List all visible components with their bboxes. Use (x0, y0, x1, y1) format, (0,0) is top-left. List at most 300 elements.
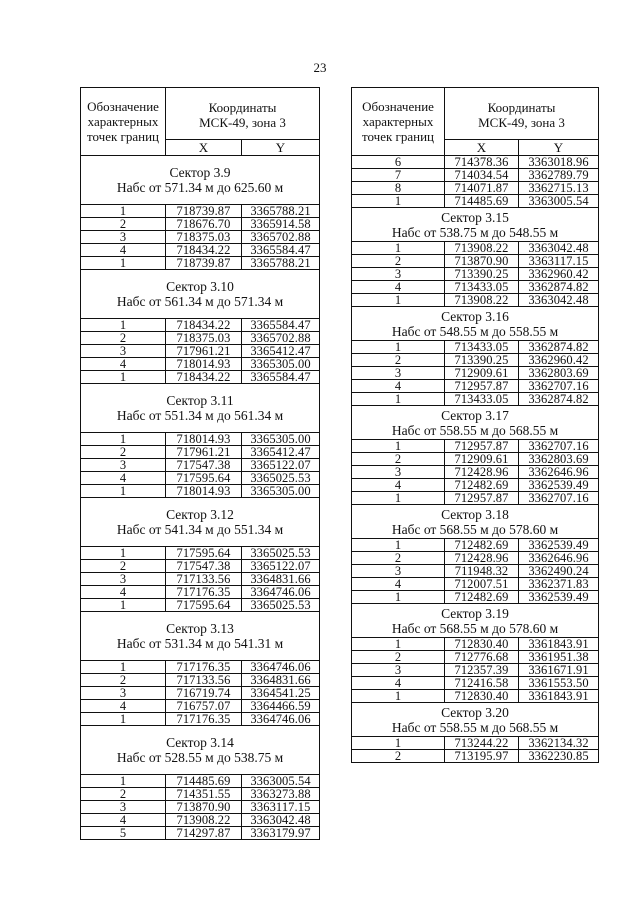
point-number: 3 (81, 801, 166, 814)
point-number: 1 (352, 393, 445, 406)
point-number: 4 (81, 358, 166, 371)
table-row (352, 690, 599, 703)
sector-height-range: Набс от 561.34 м до 571.34 м (116, 294, 284, 309)
y-coordinate: 3361843.91 (519, 690, 599, 703)
point-number: 2 (352, 453, 445, 466)
table-row (81, 599, 320, 612)
x-coordinate: 713433.05 (445, 341, 519, 354)
x-coordinate: 713390.25 (445, 354, 519, 367)
x-coordinate: 717176.35 (166, 586, 242, 599)
point-number: 2 (81, 218, 166, 231)
x-coordinate: 718739.87 (166, 205, 242, 218)
table-row (81, 345, 320, 358)
coordinates-system: МСК-49, зона 3 (199, 114, 286, 130)
point-number: 1 (81, 713, 166, 726)
point-number: 4 (81, 700, 166, 713)
y-coordinate: 3362230.85 (519, 750, 599, 763)
table-row (352, 182, 599, 195)
sector-name: Сектор 3.14 (166, 735, 234, 750)
x-coordinate: 717133.56 (166, 573, 242, 586)
sector-header (352, 406, 599, 440)
table-row (81, 788, 320, 801)
y-coordinate: 3361951.38 (519, 651, 599, 664)
x-coordinate: 713195.97 (445, 750, 519, 763)
y-coordinate: 3365584.47 (242, 244, 320, 257)
table-row (352, 169, 599, 182)
point-number: 1 (352, 591, 445, 604)
y-coordinate: 3362707.16 (519, 440, 599, 453)
table-row (81, 446, 320, 459)
x-coordinate: 718434.22 (166, 319, 242, 332)
table-row (352, 242, 599, 255)
sector-header (81, 498, 320, 547)
x-coordinate: 718434.22 (166, 244, 242, 257)
sector-header-row (352, 604, 599, 638)
sector-header-row (81, 384, 320, 433)
y-coordinate: 3365412.47 (242, 345, 320, 358)
sector-header (352, 505, 599, 539)
point-number: 1 (81, 547, 166, 560)
table-row (352, 281, 599, 294)
y-coordinate: 3362371.83 (519, 578, 599, 591)
x-coordinate: 712957.87 (445, 440, 519, 453)
x-coordinate: 713870.90 (166, 801, 242, 814)
point-number: 2 (81, 332, 166, 345)
x-coordinate: 713908.22 (166, 814, 242, 827)
x-coordinate: 712957.87 (445, 380, 519, 393)
x-coordinate: 718434.22 (166, 371, 242, 384)
point-number: 2 (352, 750, 445, 763)
sector-header (352, 604, 599, 638)
point-number: 1 (81, 661, 166, 674)
point-number: 5 (81, 827, 166, 840)
x-coordinate: 714485.69 (166, 775, 242, 788)
table-row (81, 218, 320, 231)
x-coordinate: 714378.36 (445, 156, 519, 169)
x-coordinate: 712007.51 (445, 578, 519, 591)
x-coordinate: 713870.90 (445, 255, 519, 268)
y-coordinate: 3363042.48 (519, 294, 599, 307)
table-row (81, 560, 320, 573)
x-coordinate: 712428.96 (445, 466, 519, 479)
table-row (81, 205, 320, 218)
x-coordinate: 712416.58 (445, 677, 519, 690)
table-row (352, 651, 599, 664)
sector-header (81, 726, 320, 775)
sector-header (352, 307, 599, 341)
x-coordinate: 712357.39 (445, 664, 519, 677)
coordinates-title: Координаты (487, 99, 556, 115)
table-row (352, 195, 599, 208)
point-number: 1 (81, 599, 166, 612)
sector-header-row (352, 208, 599, 242)
point-number: 4 (352, 479, 445, 492)
sector-height-range: Набс от 568.55 м до 578.60 м (391, 620, 559, 636)
y-coordinate: 3365305.00 (242, 358, 320, 371)
y-coordinate: 3365305.00 (242, 433, 320, 446)
sector-name: Сектор 3.19 (441, 605, 509, 621)
y-coordinate: 3362874.82 (519, 281, 599, 294)
x-coordinate: 712482.69 (445, 539, 519, 552)
x-coordinate: 718739.87 (166, 257, 242, 270)
y-coordinate: 3363273.88 (242, 788, 320, 801)
x-coordinate: 712909.61 (445, 367, 519, 380)
y-coordinate: 3364466.59 (242, 700, 320, 713)
table-row (352, 677, 599, 690)
point-number: 7 (352, 169, 445, 182)
point-number: 1 (81, 371, 166, 384)
y-coordinate: 3364746.06 (242, 661, 320, 674)
y-coordinate: 3362874.82 (519, 393, 599, 406)
y-coordinate: 3362789.79 (519, 169, 599, 182)
x-header: X (166, 140, 242, 156)
right-table-body (352, 156, 599, 763)
point-number: 2 (352, 552, 445, 565)
point-designation-header: Обозначение характерных точек границ (352, 88, 445, 156)
x-coordinate: 712428.96 (445, 552, 519, 565)
y-coordinate: 3365788.21 (242, 205, 320, 218)
x-coordinate: 712909.61 (445, 453, 519, 466)
table-row (352, 578, 599, 591)
point-number: 3 (352, 565, 445, 578)
sector-height-range: Набс от 551.34 м до 561.34 м (116, 408, 284, 423)
sector-name: Сектор 3.10 (166, 279, 234, 294)
point-number: 3 (81, 573, 166, 586)
point-number: 6 (352, 156, 445, 169)
sector-header (81, 156, 320, 205)
point-number: 1 (352, 492, 445, 505)
x-coordinate: 717547.38 (166, 459, 242, 472)
x-coordinate: 714485.69 (445, 195, 519, 208)
point-number: 2 (352, 651, 445, 664)
x-coordinate: 717595.64 (166, 599, 242, 612)
y-coordinate: 3362646.96 (519, 552, 599, 565)
point-number: 1 (352, 737, 445, 750)
sector-height-range: Набс от 558.55 м до 568.55 м (391, 422, 559, 438)
point-number: 3 (81, 345, 166, 358)
sector-name: Сектор 3.16 (441, 308, 509, 324)
y-coordinate: 3365584.47 (242, 319, 320, 332)
point-number: 2 (352, 354, 445, 367)
x-coordinate: 718676.70 (166, 218, 242, 231)
y-header: Y (519, 140, 599, 156)
y-coordinate: 3364746.06 (242, 713, 320, 726)
y-coordinate: 3362715.13 (519, 182, 599, 195)
table-row (352, 591, 599, 604)
sector-height-range: Набс от 528.55 м до 538.75 м (116, 750, 284, 765)
sector-height-range: Набс от 531.34 м до 541.31 м (116, 636, 284, 651)
sector-header (81, 384, 320, 433)
y-coordinate: 3361553.50 (519, 677, 599, 690)
table-row (81, 358, 320, 371)
table-row (81, 547, 320, 560)
y-coordinate: 3363042.48 (519, 242, 599, 255)
x-coordinate: 712776.68 (445, 651, 519, 664)
table-row (81, 801, 320, 814)
y-coordinate: 3365025.53 (242, 599, 320, 612)
x-coordinate: 718375.03 (166, 231, 242, 244)
y-coordinate: 3361671.91 (519, 664, 599, 677)
table-row (81, 674, 320, 687)
coordinates-header (445, 88, 599, 140)
sector-height-range: Набс от 571.34 м до 625.60 м (116, 180, 284, 195)
x-coordinate: 712830.40 (445, 638, 519, 651)
table-row (81, 472, 320, 485)
y-coordinate: 3362707.16 (519, 492, 599, 505)
point-number: 1 (352, 242, 445, 255)
table-row (352, 565, 599, 578)
point-number: 3 (352, 268, 445, 281)
x-coordinate: 718014.93 (166, 485, 242, 498)
y-coordinate: 3362539.49 (519, 539, 599, 552)
sector-header-row (81, 498, 320, 547)
x-coordinate: 717961.21 (166, 446, 242, 459)
table-row (81, 433, 320, 446)
page-number: 23 (313, 60, 327, 75)
x-coordinate: 717176.35 (166, 713, 242, 726)
x-coordinate: 718014.93 (166, 358, 242, 371)
point-number: 2 (81, 788, 166, 801)
point-number: 4 (352, 578, 445, 591)
table-row (81, 485, 320, 498)
point-number: 3 (81, 459, 166, 472)
point-number: 2 (81, 446, 166, 459)
point-number: 1 (352, 341, 445, 354)
sector-name: Сектор 3.12 (166, 507, 234, 522)
sector-header (352, 703, 599, 737)
table-row (352, 750, 599, 763)
x-coordinate: 718375.03 (166, 332, 242, 345)
x-coordinate: 717961.21 (166, 345, 242, 358)
y-coordinate: 3363117.15 (519, 255, 599, 268)
y-coordinate: 3363042.48 (242, 814, 320, 827)
y-coordinate: 3365914.58 (242, 218, 320, 231)
y-coordinate: 3363005.54 (242, 775, 320, 788)
table-row (352, 393, 599, 406)
x-header: X (445, 140, 519, 156)
point-number: 1 (352, 195, 445, 208)
sector-header-row (352, 406, 599, 440)
y-coordinate: 3365702.88 (242, 231, 320, 244)
table-row (81, 332, 320, 345)
y-header: Y (242, 140, 320, 156)
x-coordinate: 717595.64 (166, 472, 242, 485)
table-row (81, 244, 320, 257)
table-row (81, 459, 320, 472)
sector-name: Сектор 3.18 (441, 506, 509, 522)
y-coordinate: 3365122.07 (242, 560, 320, 573)
x-coordinate: 713244.22 (445, 737, 519, 750)
sector-name: Сектор 3.20 (441, 704, 509, 720)
y-coordinate: 3362539.49 (519, 479, 599, 492)
sector-header (352, 208, 599, 242)
table-row (352, 479, 599, 492)
sector-name: Сектор 3.13 (166, 621, 234, 636)
table-row (352, 380, 599, 393)
x-coordinate: 712957.87 (445, 492, 519, 505)
sector-name: Сектор 3.9 (169, 165, 231, 180)
point-number: 2 (81, 560, 166, 573)
x-coordinate: 714297.87 (166, 827, 242, 840)
table-row (81, 700, 320, 713)
coordinates-table-left (80, 87, 320, 840)
coordinates-table-right (351, 87, 599, 763)
x-coordinate: 714351.55 (166, 788, 242, 801)
point-number: 1 (352, 294, 445, 307)
table-row (352, 156, 599, 169)
point-number: 1 (81, 257, 166, 270)
sector-height-range: Набс от 548.55 м до 558.55 м (391, 323, 559, 339)
table-row (81, 319, 320, 332)
x-coordinate: 713390.25 (445, 268, 519, 281)
x-coordinate: 713908.22 (445, 242, 519, 255)
x-coordinate: 712482.69 (445, 591, 519, 604)
sector-name: Сектор 3.11 (166, 393, 234, 408)
point-designation-header: Обозначение характерных точек границ (81, 88, 166, 156)
y-coordinate: 3365025.53 (242, 472, 320, 485)
y-coordinate: 3364746.06 (242, 586, 320, 599)
y-coordinate: 3362707.16 (519, 380, 599, 393)
point-number: 1 (352, 440, 445, 453)
sector-height-range: Набс от 558.55 м до 568.55 м (391, 719, 559, 735)
point-number: 4 (81, 586, 166, 599)
y-coordinate: 3364831.66 (242, 674, 320, 687)
point-number: 3 (352, 664, 445, 677)
sector-header (81, 612, 320, 661)
point-number: 2 (81, 674, 166, 687)
x-coordinate: 716719.74 (166, 687, 242, 700)
left-table-body (81, 156, 320, 840)
table-row (352, 341, 599, 354)
x-coordinate: 713908.22 (445, 294, 519, 307)
sector-height-range: Набс от 538.75 м до 548.55 м (391, 224, 559, 240)
x-coordinate: 717176.35 (166, 661, 242, 674)
table-row (352, 539, 599, 552)
y-coordinate: 3362490.24 (519, 565, 599, 578)
y-coordinate: 3364541.25 (242, 687, 320, 700)
point-number: 4 (81, 244, 166, 257)
sector-header-row (352, 703, 599, 737)
table-row (352, 367, 599, 380)
x-coordinate: 713433.05 (445, 393, 519, 406)
y-coordinate: 3362539.49 (519, 591, 599, 604)
point-number: 8 (352, 182, 445, 195)
coordinates-header (166, 88, 320, 140)
point-number: 3 (81, 231, 166, 244)
point-number: 1 (81, 319, 166, 332)
x-coordinate: 713433.05 (445, 281, 519, 294)
y-coordinate: 3365412.47 (242, 446, 320, 459)
point-number: 1 (352, 539, 445, 552)
sector-header-row (81, 156, 320, 205)
sector-header-row (81, 270, 320, 319)
point-number: 1 (81, 485, 166, 498)
table-row (352, 492, 599, 505)
y-coordinate: 3365122.07 (242, 459, 320, 472)
y-coordinate: 3363117.15 (242, 801, 320, 814)
table-row (352, 268, 599, 281)
sector-height-range: Набс от 541.34 м до 551.34 м (116, 522, 284, 537)
table-row (352, 354, 599, 367)
coordinates-title: Координаты (208, 99, 277, 115)
y-coordinate: 3362646.96 (519, 466, 599, 479)
table-row (81, 371, 320, 384)
point-number: 4 (352, 380, 445, 393)
point-number: 1 (81, 433, 166, 446)
table-row (81, 827, 320, 840)
y-coordinate: 3365584.47 (242, 371, 320, 384)
table-row (352, 638, 599, 651)
x-coordinate: 717547.38 (166, 560, 242, 573)
table-row (81, 573, 320, 586)
y-coordinate: 3362134.32 (519, 737, 599, 750)
x-coordinate: 717133.56 (166, 674, 242, 687)
y-coordinate: 3363018.96 (519, 156, 599, 169)
point-number: 3 (352, 367, 445, 380)
point-number: 1 (352, 690, 445, 703)
y-coordinate: 3363005.54 (519, 195, 599, 208)
table-row (352, 440, 599, 453)
table-row (352, 466, 599, 479)
y-coordinate: 3362960.42 (519, 354, 599, 367)
table-row (352, 737, 599, 750)
point-number: 1 (81, 205, 166, 218)
table-row (81, 231, 320, 244)
y-coordinate: 3362803.69 (519, 367, 599, 380)
coordinates-system: МСК-49, зона 3 (478, 114, 565, 130)
x-coordinate: 717595.64 (166, 547, 242, 560)
y-coordinate: 3363179.97 (242, 827, 320, 840)
table-row (81, 687, 320, 700)
sector-name: Сектор 3.15 (441, 209, 509, 225)
point-number: 3 (352, 466, 445, 479)
point-number: 3 (81, 687, 166, 700)
sector-header-row (81, 612, 320, 661)
table-row (81, 713, 320, 726)
x-coordinate: 711948.32 (445, 565, 519, 578)
sector-header-row (81, 726, 320, 775)
table-row (352, 294, 599, 307)
point-number: 4 (352, 677, 445, 690)
x-coordinate: 714034.54 (445, 169, 519, 182)
x-coordinate: 712482.69 (445, 479, 519, 492)
y-coordinate: 3365788.21 (242, 257, 320, 270)
y-coordinate: 3365305.00 (242, 485, 320, 498)
table-row (352, 552, 599, 565)
x-coordinate: 714071.87 (445, 182, 519, 195)
x-coordinate: 712830.40 (445, 690, 519, 703)
y-coordinate: 3361843.91 (519, 638, 599, 651)
sector-header (81, 270, 320, 319)
point-number: 1 (352, 638, 445, 651)
table-row (352, 255, 599, 268)
sector-header-row (352, 505, 599, 539)
point-number: 4 (352, 281, 445, 294)
y-coordinate: 3364831.66 (242, 573, 320, 586)
sector-name: Сектор 3.17 (441, 407, 509, 423)
x-coordinate: 718014.93 (166, 433, 242, 446)
point-number: 2 (352, 255, 445, 268)
table-row (81, 814, 320, 827)
sector-header-row (352, 307, 599, 341)
y-coordinate: 3362960.42 (519, 268, 599, 281)
y-coordinate: 3365702.88 (242, 332, 320, 345)
point-number: 4 (81, 472, 166, 485)
table-row (352, 664, 599, 677)
point-number: 4 (81, 814, 166, 827)
sector-height-range: Набс от 568.55 м до 578.60 м (391, 521, 559, 537)
y-coordinate: 3365025.53 (242, 547, 320, 560)
